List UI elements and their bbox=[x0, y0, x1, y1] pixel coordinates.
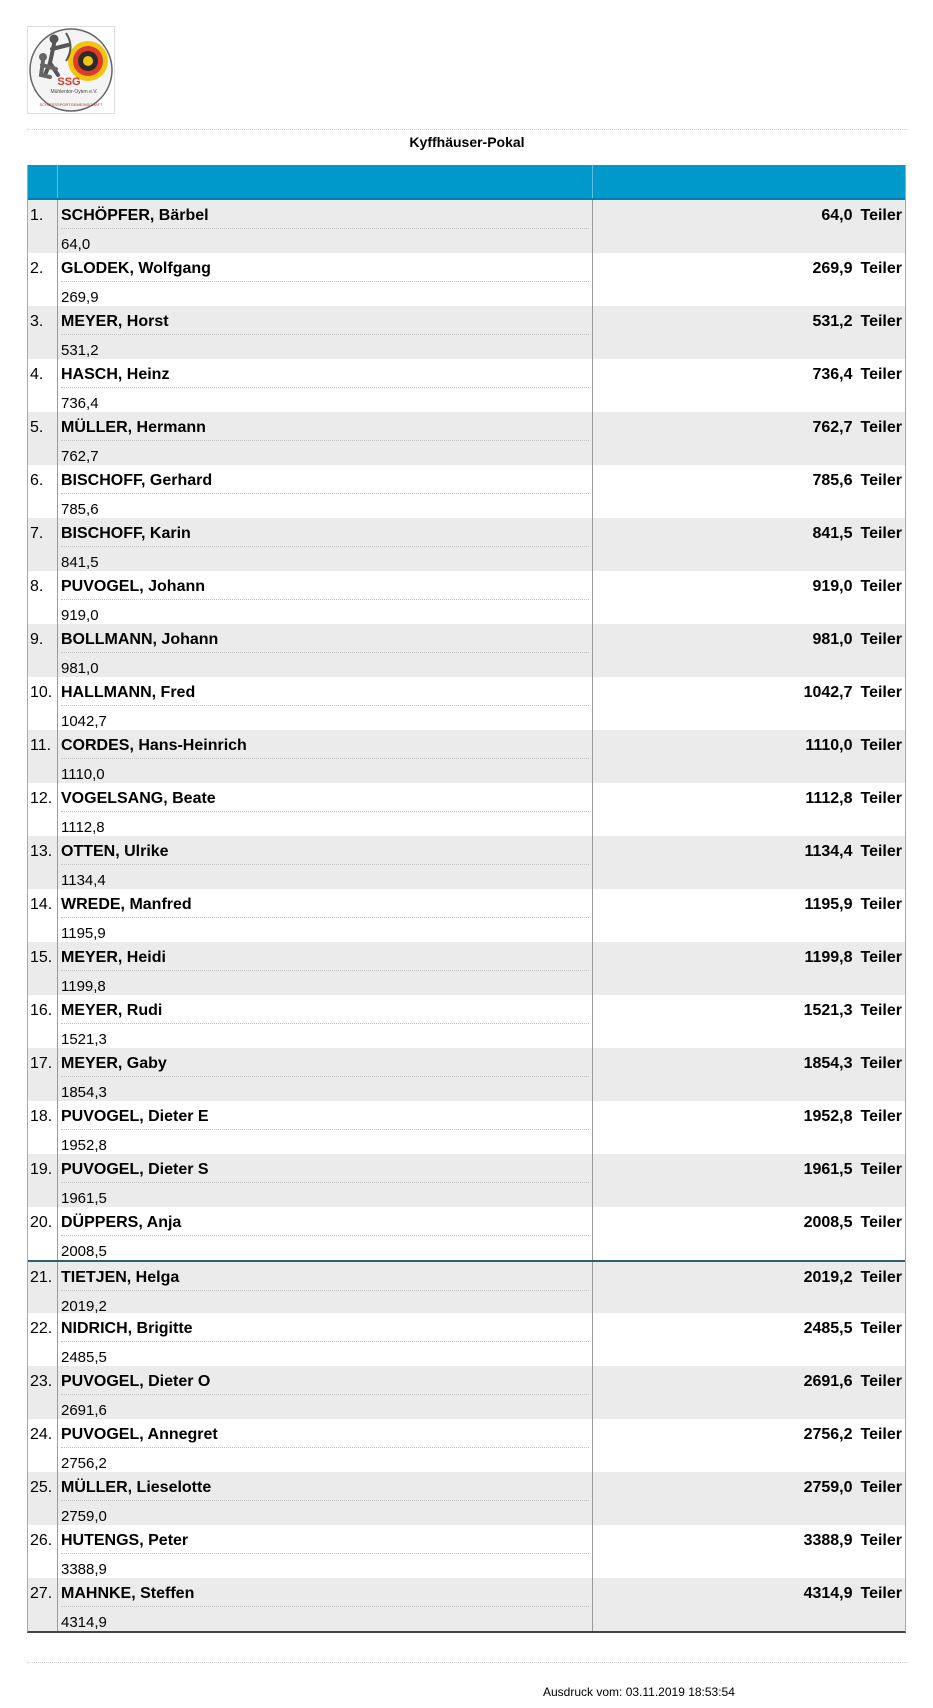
rank-cell: 25. bbox=[30, 1479, 53, 1496]
total-score: 2759,0 bbox=[803, 1479, 853, 1496]
shooter-name: HUTENGS, Peter bbox=[61, 1525, 589, 1554]
name-cell bbox=[57, 677, 593, 730]
shooter-name: BOLLMANN, Johann bbox=[61, 624, 589, 653]
rank-cell: 4. bbox=[30, 366, 44, 383]
name-cell bbox=[57, 306, 593, 359]
shot-value: 1112,8 bbox=[61, 819, 105, 836]
shooter-name: PUVOGEL, Dieter E bbox=[61, 1101, 589, 1130]
rank-cell: 14. bbox=[30, 896, 53, 913]
table-row bbox=[28, 1154, 905, 1207]
table-row bbox=[28, 889, 905, 942]
name-cell bbox=[57, 783, 593, 836]
rank-cell: 27. bbox=[30, 1585, 53, 1602]
shot-value: 64,0 bbox=[61, 236, 91, 253]
name-cell bbox=[57, 1472, 593, 1525]
unit-label: Teiler bbox=[860, 472, 902, 489]
unit-label: Teiler bbox=[860, 949, 902, 966]
score-cell bbox=[593, 412, 905, 465]
shot-value: 1199,8 bbox=[61, 978, 106, 995]
table-row bbox=[28, 677, 905, 730]
name-cell bbox=[57, 571, 593, 624]
total-score: 531,2 bbox=[812, 313, 853, 330]
name-cell bbox=[57, 624, 593, 677]
shot-value: 2485,5 bbox=[61, 1349, 107, 1366]
rank-cell: 6. bbox=[30, 472, 44, 489]
score-cell bbox=[593, 1578, 905, 1631]
shooter-name: PUVOGEL, Johann bbox=[61, 571, 589, 600]
total-score: 2008,5 bbox=[803, 1214, 853, 1231]
score-cell bbox=[593, 836, 905, 889]
shooter-name: OTTEN, Ulrike bbox=[61, 836, 589, 865]
name-cell bbox=[57, 1578, 593, 1631]
page-title: Kyffhäuser-Pokal bbox=[409, 134, 525, 150]
shot-value: 1110,0 bbox=[61, 766, 105, 783]
total-score: 841,5 bbox=[812, 525, 853, 542]
table-row bbox=[28, 1101, 905, 1154]
unit-label: Teiler bbox=[860, 419, 902, 436]
name-cell bbox=[57, 1101, 593, 1154]
score-cell bbox=[593, 1366, 905, 1419]
score-cell bbox=[593, 730, 905, 783]
name-cell bbox=[57, 1154, 593, 1207]
rank-cell: 26. bbox=[30, 1532, 53, 1549]
total-score: 1134,4 bbox=[804, 843, 853, 860]
name-cell bbox=[57, 836, 593, 889]
table-row bbox=[28, 359, 905, 412]
name-cell bbox=[57, 253, 593, 306]
table-row bbox=[28, 730, 905, 783]
total-score: 2019,2 bbox=[803, 1269, 853, 1286]
shot-value: 4314,9 bbox=[61, 1614, 107, 1631]
rank-cell: 18. bbox=[30, 1108, 53, 1125]
rank-cell: 13. bbox=[30, 843, 53, 860]
unit-label: Teiler bbox=[860, 1269, 902, 1286]
shooter-name: NIDRICH, Brigitte bbox=[61, 1313, 589, 1342]
unit-label: Teiler bbox=[860, 1426, 902, 1443]
table-row bbox=[28, 1207, 905, 1260]
logo-subtext: Mühlentor-Oyten e.V. bbox=[50, 89, 98, 95]
unit-label: Teiler bbox=[860, 1214, 902, 1231]
shooter-name: MAHNKE, Steffen bbox=[61, 1578, 589, 1607]
shot-value: 1521,3 bbox=[61, 1031, 107, 1048]
name-cell bbox=[57, 1207, 593, 1260]
total-score: 269,9 bbox=[812, 260, 853, 277]
total-score: 1952,8 bbox=[803, 1108, 853, 1125]
unit-label: Teiler bbox=[860, 1055, 902, 1072]
shooter-name: TIETJEN, Helga bbox=[61, 1262, 589, 1291]
shot-value: 2019,2 bbox=[61, 1298, 107, 1315]
table-row bbox=[28, 412, 905, 465]
score-cell bbox=[593, 200, 905, 253]
rank-cell: 21. bbox=[30, 1269, 53, 1286]
total-score: 1042,7 bbox=[803, 684, 853, 701]
unit-label: Teiler bbox=[860, 790, 902, 807]
shooter-name: SCHÖPFER, Bärbel bbox=[61, 200, 589, 229]
table-row bbox=[28, 1366, 905, 1419]
shot-value: 785,6 bbox=[61, 501, 99, 518]
bottom-divider bbox=[27, 1662, 907, 1663]
total-score: 785,6 bbox=[812, 472, 853, 489]
unit-label: Teiler bbox=[860, 843, 902, 860]
score-cell bbox=[593, 571, 905, 624]
shot-value: 1134,4 bbox=[61, 872, 106, 889]
table-row bbox=[28, 200, 905, 253]
score-cell bbox=[593, 783, 905, 836]
table-row bbox=[28, 1419, 905, 1472]
header-score-cell bbox=[593, 165, 905, 198]
name-cell bbox=[57, 1313, 593, 1366]
table-row bbox=[28, 571, 905, 624]
table-body bbox=[28, 200, 905, 1631]
score-cell bbox=[593, 1101, 905, 1154]
table-row bbox=[28, 1525, 905, 1578]
name-cell bbox=[57, 518, 593, 571]
score-cell bbox=[593, 995, 905, 1048]
score-cell bbox=[593, 306, 905, 359]
unit-label: Teiler bbox=[860, 1002, 902, 1019]
name-cell bbox=[57, 942, 593, 995]
shot-value: 2008,5 bbox=[61, 1243, 107, 1260]
score-cell bbox=[593, 677, 905, 730]
score-cell bbox=[593, 1419, 905, 1472]
unit-label: Teiler bbox=[860, 207, 902, 224]
shot-value: 1952,8 bbox=[61, 1137, 107, 1154]
total-score: 2485,5 bbox=[803, 1320, 853, 1337]
shooter-name: PUVOGEL, Dieter O bbox=[61, 1366, 589, 1395]
unit-label: Teiler bbox=[860, 366, 902, 383]
name-cell bbox=[57, 1419, 593, 1472]
shot-value: 736,4 bbox=[61, 395, 99, 412]
rank-cell: 19. bbox=[30, 1161, 53, 1178]
name-cell bbox=[57, 465, 593, 518]
rank-cell: 3. bbox=[30, 313, 44, 330]
shooter-name: MEYER, Gaby bbox=[61, 1048, 589, 1077]
rank-cell: 20. bbox=[30, 1214, 53, 1231]
table-row bbox=[28, 518, 905, 571]
total-score: 2691,6 bbox=[803, 1373, 853, 1390]
name-cell bbox=[57, 359, 593, 412]
rank-cell: 11. bbox=[30, 737, 52, 754]
shooter-name: MÜLLER, Hermann bbox=[61, 412, 589, 441]
name-cell bbox=[57, 730, 593, 783]
unit-label: Teiler bbox=[860, 1161, 902, 1178]
score-cell bbox=[593, 1525, 905, 1578]
shooter-name: MEYER, Rudi bbox=[61, 995, 589, 1024]
rank-cell: 23. bbox=[30, 1373, 53, 1390]
table-row bbox=[28, 1313, 905, 1366]
unit-label: Teiler bbox=[860, 313, 902, 330]
shot-value: 841,5 bbox=[61, 554, 99, 571]
total-score: 1112,8 bbox=[805, 790, 853, 807]
logo-ring-text: SCHIESSSPORTGEMEINSCHAFT bbox=[39, 102, 103, 107]
score-cell bbox=[593, 942, 905, 995]
rank-cell: 7. bbox=[30, 525, 44, 542]
total-score: 919,0 bbox=[812, 578, 853, 595]
total-score: 4314,9 bbox=[803, 1585, 853, 1602]
name-cell bbox=[57, 1366, 593, 1419]
table-row bbox=[28, 783, 905, 836]
total-score: 1110,0 bbox=[805, 737, 853, 754]
table-row bbox=[28, 942, 905, 995]
score-cell bbox=[593, 1207, 905, 1260]
shot-value: 269,9 bbox=[61, 289, 99, 306]
unit-label: Teiler bbox=[860, 578, 902, 595]
table-header bbox=[28, 165, 905, 200]
score-cell bbox=[593, 1472, 905, 1525]
score-cell bbox=[593, 1154, 905, 1207]
rank-cell: 17. bbox=[30, 1055, 53, 1072]
score-cell bbox=[593, 1313, 905, 1366]
shooter-name: GLODEK, Wolfgang bbox=[61, 253, 589, 282]
table-row bbox=[28, 1048, 905, 1101]
logo-text: SSG bbox=[57, 76, 81, 88]
score-cell bbox=[593, 518, 905, 571]
unit-label: Teiler bbox=[860, 1532, 902, 1549]
rank-cell: 9. bbox=[30, 631, 44, 648]
rank-cell: 12. bbox=[30, 790, 53, 807]
unit-label: Teiler bbox=[860, 1373, 902, 1390]
table-row bbox=[28, 1472, 905, 1525]
table-row bbox=[28, 995, 905, 1048]
rank-cell: 5. bbox=[30, 419, 44, 436]
table-row bbox=[28, 253, 905, 306]
unit-label: Teiler bbox=[860, 260, 902, 277]
rank-cell: 16. bbox=[30, 1002, 53, 1019]
shot-value: 1854,3 bbox=[61, 1084, 107, 1101]
total-score: 3388,9 bbox=[803, 1532, 853, 1549]
shot-value: 1042,7 bbox=[61, 713, 107, 730]
total-score: 1199,8 bbox=[804, 949, 853, 966]
shot-value: 919,0 bbox=[61, 607, 99, 624]
total-score: 736,4 bbox=[812, 366, 853, 383]
unit-label: Teiler bbox=[860, 1479, 902, 1496]
rank-cell: 8. bbox=[30, 578, 44, 595]
shot-value: 3388,9 bbox=[61, 1561, 107, 1578]
shooter-name: BISCHOFF, Gerhard bbox=[61, 465, 589, 494]
results-table bbox=[27, 165, 906, 1633]
total-score: 1521,3 bbox=[803, 1002, 853, 1019]
shooter-name: WREDE, Manfred bbox=[61, 889, 589, 918]
total-score: 1854,3 bbox=[803, 1055, 853, 1072]
name-cell bbox=[57, 200, 593, 253]
rank-cell: 22. bbox=[30, 1320, 53, 1337]
club-logo bbox=[27, 26, 115, 114]
shooter-name: PUVOGEL, Dieter S bbox=[61, 1154, 589, 1183]
unit-label: Teiler bbox=[860, 1320, 902, 1337]
shot-value: 1961,5 bbox=[61, 1190, 107, 1207]
name-cell bbox=[57, 412, 593, 465]
unit-label: Teiler bbox=[860, 631, 902, 648]
unit-label: Teiler bbox=[860, 684, 902, 701]
shooter-name: CORDES, Hans-Heinrich bbox=[61, 730, 589, 759]
rank-cell: 24. bbox=[30, 1426, 53, 1443]
shooter-name: HALLMANN, Fred bbox=[61, 677, 589, 706]
unit-label: Teiler bbox=[860, 1585, 902, 1602]
rank-cell: 15. bbox=[30, 949, 53, 966]
name-cell bbox=[57, 1048, 593, 1101]
rank-cell: 2. bbox=[30, 260, 44, 277]
header-rank-cell bbox=[28, 165, 57, 198]
shot-value: 762,7 bbox=[61, 448, 99, 465]
unit-label: Teiler bbox=[860, 1108, 902, 1125]
name-cell bbox=[57, 1262, 593, 1313]
shooter-name: PUVOGEL, Annegret bbox=[61, 1419, 589, 1448]
shot-value: 2756,2 bbox=[61, 1455, 107, 1472]
score-cell bbox=[593, 1048, 905, 1101]
score-cell bbox=[593, 359, 905, 412]
rank-cell: 10. bbox=[30, 684, 53, 701]
shot-value: 2759,0 bbox=[61, 1508, 107, 1525]
shot-value: 981,0 bbox=[61, 660, 99, 677]
score-cell bbox=[593, 889, 905, 942]
total-score: 1195,9 bbox=[804, 896, 853, 913]
shooter-name: VOGELSANG, Beate bbox=[61, 783, 589, 812]
unit-label: Teiler bbox=[860, 896, 902, 913]
shot-value: 2691,6 bbox=[61, 1402, 107, 1419]
shot-value: 1195,9 bbox=[61, 925, 106, 942]
score-cell bbox=[593, 624, 905, 677]
shooter-name: DÜPPERS, Anja bbox=[61, 1207, 589, 1236]
total-score: 1961,5 bbox=[803, 1161, 853, 1178]
name-cell bbox=[57, 1525, 593, 1578]
shooter-name: MEYER, Horst bbox=[61, 306, 589, 335]
print-timestamp: Ausdruck vom: 03.11.2019 18:53:54 bbox=[543, 1685, 735, 1699]
score-cell bbox=[593, 253, 905, 306]
top-divider bbox=[27, 129, 907, 130]
total-score: 762,7 bbox=[812, 419, 853, 436]
name-cell bbox=[57, 995, 593, 1048]
shot-value: 531,2 bbox=[61, 342, 99, 359]
header-name-cell bbox=[57, 165, 593, 198]
table-row bbox=[28, 465, 905, 518]
total-score: 64,0 bbox=[821, 207, 853, 224]
table-row bbox=[28, 1260, 905, 1313]
table-row bbox=[28, 1578, 905, 1631]
score-cell bbox=[593, 1262, 905, 1313]
shooter-name: MEYER, Heidi bbox=[61, 942, 589, 971]
shooter-name: HASCH, Heinz bbox=[61, 359, 589, 388]
unit-label: Teiler bbox=[860, 525, 902, 542]
unit-label: Teiler bbox=[860, 737, 902, 754]
total-score: 981,0 bbox=[812, 631, 853, 648]
table-row bbox=[28, 306, 905, 359]
total-score: 2756,2 bbox=[803, 1426, 853, 1443]
rank-cell: 1. bbox=[30, 207, 44, 224]
shooter-name: MÜLLER, Lieselotte bbox=[61, 1472, 589, 1501]
shooter-name: BISCHOFF, Karin bbox=[61, 518, 589, 547]
table-row bbox=[28, 624, 905, 677]
score-cell bbox=[593, 465, 905, 518]
name-cell bbox=[57, 889, 593, 942]
table-row bbox=[28, 836, 905, 889]
